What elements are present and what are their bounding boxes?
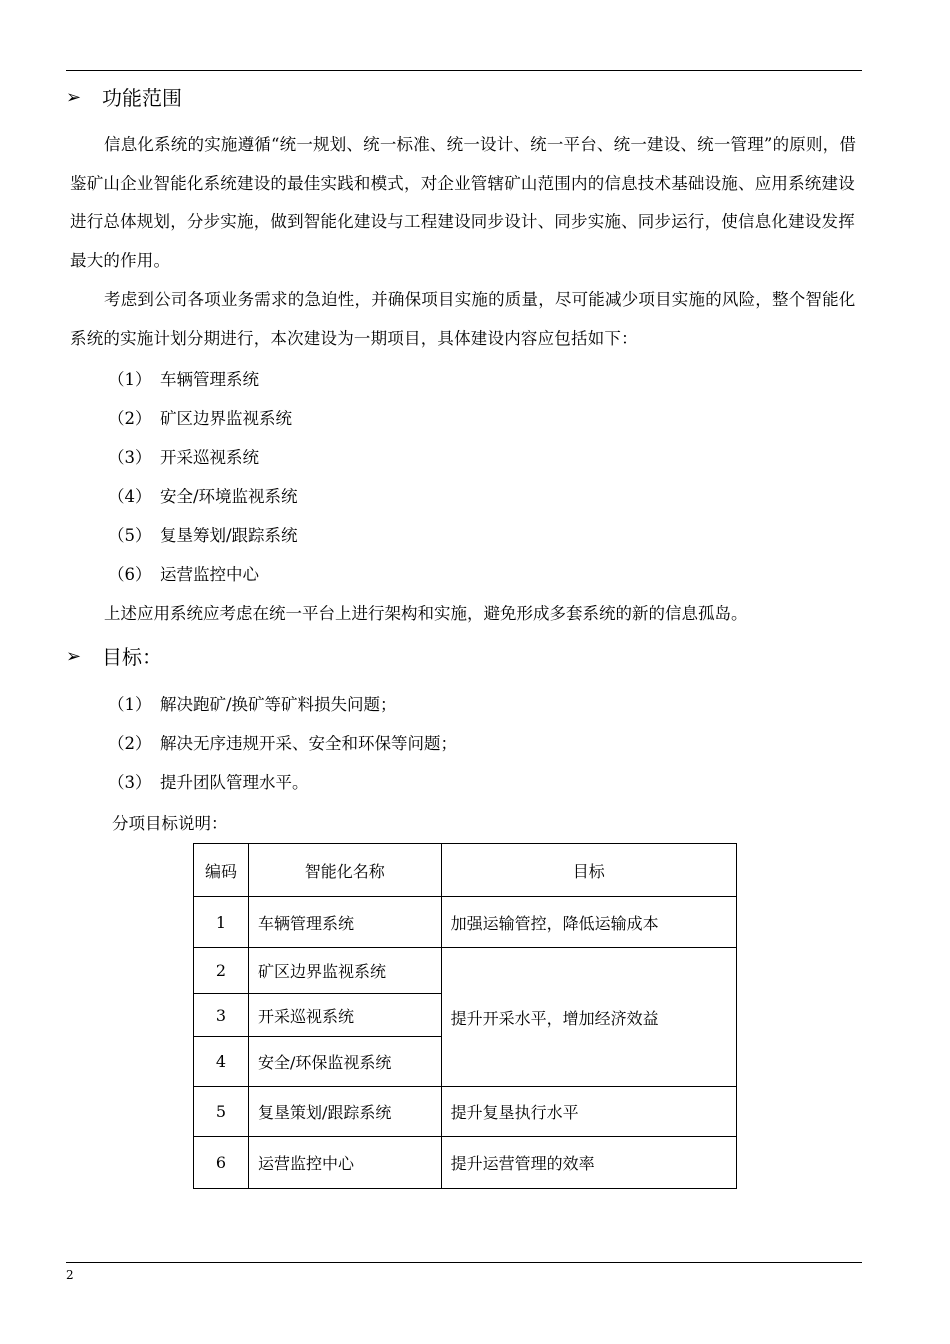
table-cell-name: 安全/环保监视系统	[248, 1037, 441, 1087]
list-item-text: 复垦筹划/跟踪系统	[160, 526, 298, 545]
table-cell-goal: 加强运输管控，降低运输成本	[441, 897, 736, 948]
list-item-text: 解决跑矿/换矿等矿料损失问题；	[160, 695, 397, 714]
table-cell-name: 车辆管理系统	[248, 897, 441, 948]
table-row	[194, 948, 737, 994]
table-cell-code: 4	[194, 1037, 249, 1087]
list-item	[108, 446, 259, 470]
column-header-code: 编码	[194, 844, 249, 897]
closing-paragraph: 上述应用系统应考虑在统一平台上进行架构和实施，避免形成多套系统的新的信息孤岛。	[104, 604, 748, 623]
paragraph: 考虑到公司各项业务需求的急迫性，并确保项目实施的质量，尽可能减少项目实施的风险，整个智能化系统的实施计划分期进行，本次建设为一期项目，具体建设内容应包括如下：	[70, 290, 856, 348]
list-item-text: 矿区边界监视系统	[160, 409, 292, 428]
list-item	[108, 732, 457, 756]
table-cell-code: 5	[194, 1087, 249, 1137]
table-cell-code: 3	[194, 994, 249, 1037]
table-cell-name: 矿区边界监视系统	[248, 948, 441, 994]
list-item-text: 提升团队管理水平。	[160, 773, 309, 792]
list-item-number: （3）	[108, 448, 152, 467]
section-heading-scope	[66, 84, 182, 112]
arrow-bullet-icon: ➢	[66, 646, 82, 667]
list-item	[108, 368, 259, 392]
section-title: 目标：	[102, 645, 162, 669]
list-item-number: （1）	[108, 370, 152, 389]
arrow-bullet-icon: ➢	[66, 87, 82, 108]
list-item-text: 开采巡视系统	[160, 448, 259, 467]
list-item-number: （4）	[108, 487, 152, 506]
table-cell-goal: 提升复垦执行水平	[441, 1087, 736, 1137]
list-item-text: 运营监控中心	[160, 565, 259, 584]
list-item-number: （1）	[108, 695, 152, 714]
table-row	[194, 1087, 737, 1137]
table-cell-code: 1	[194, 897, 249, 948]
column-header-name: 智能化名称	[248, 844, 441, 897]
table-cell-goal: 提升开采水平，增加经济效益	[441, 948, 736, 1087]
list-item	[108, 407, 292, 431]
list-item-number: （2）	[108, 734, 152, 753]
page-number: 2	[66, 1268, 74, 1282]
list-item-text: 解决无序违规开采、安全和环保等问题；	[160, 734, 457, 753]
table-cell-code: 6	[194, 1137, 249, 1189]
table-cell-name: 运营监控中心	[248, 1137, 441, 1189]
list-item	[108, 771, 309, 795]
list-item-number: （2）	[108, 409, 152, 428]
table-cell-goal: 提升运营管理的效率	[441, 1137, 736, 1189]
list-item	[108, 693, 397, 717]
paragraph: 信息化系统的实施遵循“统一规划、统一标准、统一设计、统一平台、统一建设、统一管理”的原则，借鉴矿山企业智能化系统建设的最佳实践和模式，对企业管辖矿山范围内的信息技术基础设施、应用系统建设进行总体规划，分步实施，做到智能化建设与工程建设同步设计、同步实施、同步运行，使信息化建设发挥最大的作用。	[70, 135, 857, 270]
section-heading-goals	[66, 643, 162, 671]
list-item-number: （3）	[108, 773, 152, 792]
table-cell-code: 2	[194, 948, 249, 994]
goals-table	[193, 843, 737, 1189]
list-item-text: 车辆管理系统	[160, 370, 259, 389]
list-item	[108, 524, 298, 548]
list-item-number: （6）	[108, 565, 152, 584]
table-cell-name: 复垦策划/跟踪系统	[248, 1087, 441, 1137]
list-item	[108, 563, 259, 587]
table-caption: 分项目标说明：	[112, 814, 228, 833]
table-row	[194, 897, 737, 948]
section-title: 功能范围	[102, 86, 182, 110]
footer-rule	[66, 1262, 862, 1263]
table-header-row	[194, 844, 737, 897]
table-cell-name: 开采巡视系统	[248, 994, 441, 1037]
table-row	[194, 1137, 737, 1189]
header-rule	[66, 70, 862, 71]
list-item-text: 安全/环境监视系统	[160, 487, 298, 506]
list-item	[108, 485, 298, 509]
list-item-number: （5）	[108, 526, 152, 545]
column-header-goal: 目标	[441, 844, 736, 897]
